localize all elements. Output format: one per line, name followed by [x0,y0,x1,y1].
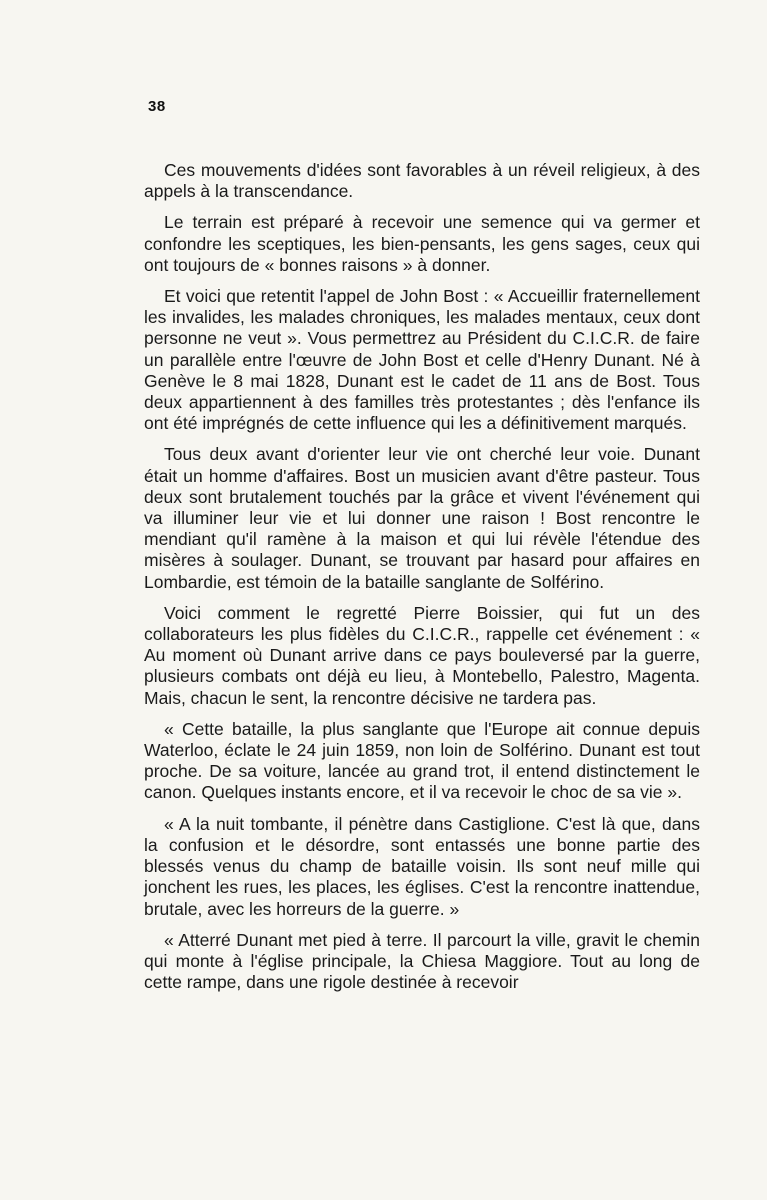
body-text [144,160,700,1003]
paragraph-7: « A la nuit tombante, il pénètre dans Castiglione. C'est là que, dans la confusion et le désordre, sont entassés une bonne partie des blessés venus du champ de bataille voisin. Ils sont neuf mille qui jonchent les rues, les places, les églises. C'est la rencontre inattendue, brutale, avec les horreurs de la guerre. » [144,813,700,919]
paragraph-3: Et voici que retentit l'appel de John Bost : « Accueillir fraternellement les invalides, les malades chroniques, les malades mentaux, ceux dont personne ne veut ». Vous permettrez au Président du C.I.C.R. de faire un parallèle entre l'œuvre de John Bost et celle d'Henry Dunant. Né à Genève le 8 mai 1828, Dunant est le cadet de 11 ans de Bost. Tous deux appartiennent à des familles très protestantes ; dès l'enfance ils ont été imprégnés de cette influence qui les a définitivement marqués. [144,286,700,434]
paragraph-4: Tous deux avant d'orienter leur vie ont cherché leur voie. Dunant était un homme d'affaires. Bost un musicien avant d'être pasteur. Tous deux sont brutalement touchés par la grâce et vivent l'événement qui va illuminer leur vie et lui donner une raison ! Bost rencontre le mendiant qu'il ramène à la maison et qui lui révèle l'étendue des misères à soulager. Dunant, se trouvant par hasard pour affaires en Lombardie, est témoin de la bataille sanglante de Solférino. [144,444,700,592]
paragraph-8: « Atterré Dunant met pied à terre. Il parcourt la ville, gravit le chemin qui monte à l'église principale, la Chiesa Maggiore. Tout au long de cette rampe, dans une rigole destinée à recevoir [144,929,700,993]
paragraph-5: Voici comment le regretté Pierre Boissier, qui fut un des collaborateurs les plus fidèles du C.I.C.R., rappelle cet événement : « Au moment où Dunant arrive dans ce pays bouleversé par la guerre, plusieurs combats ont déjà eu lieu, à Montebello, Palestro, Magenta. Mais, chacun le sent, la rencontre décisive ne tardera pas. [144,602,700,708]
paragraph-1: Ces mouvements d'idées sont favorables à un réveil religieux, à des appels à la transcendance. [144,160,700,202]
page-number: 38 [148,98,166,115]
paragraph-2: Le terrain est préparé à recevoir une semence qui va germer et confondre les sceptiques, les bien-pensants, les gens sages, ceux qui ont toujours de « bonnes raisons » à donner. [144,212,700,275]
paragraph-6: « Cette bataille, la plus sanglante que l'Europe ait connue depuis Waterloo, éclate le 24 juin 1859, non loin de Solférino. Dunant est tout proche. De sa voiture, lancée au grand trot, il entend distinctement le canon. Quelques instants encore, et il va recevoir le choc de sa vie ». [144,718,700,803]
